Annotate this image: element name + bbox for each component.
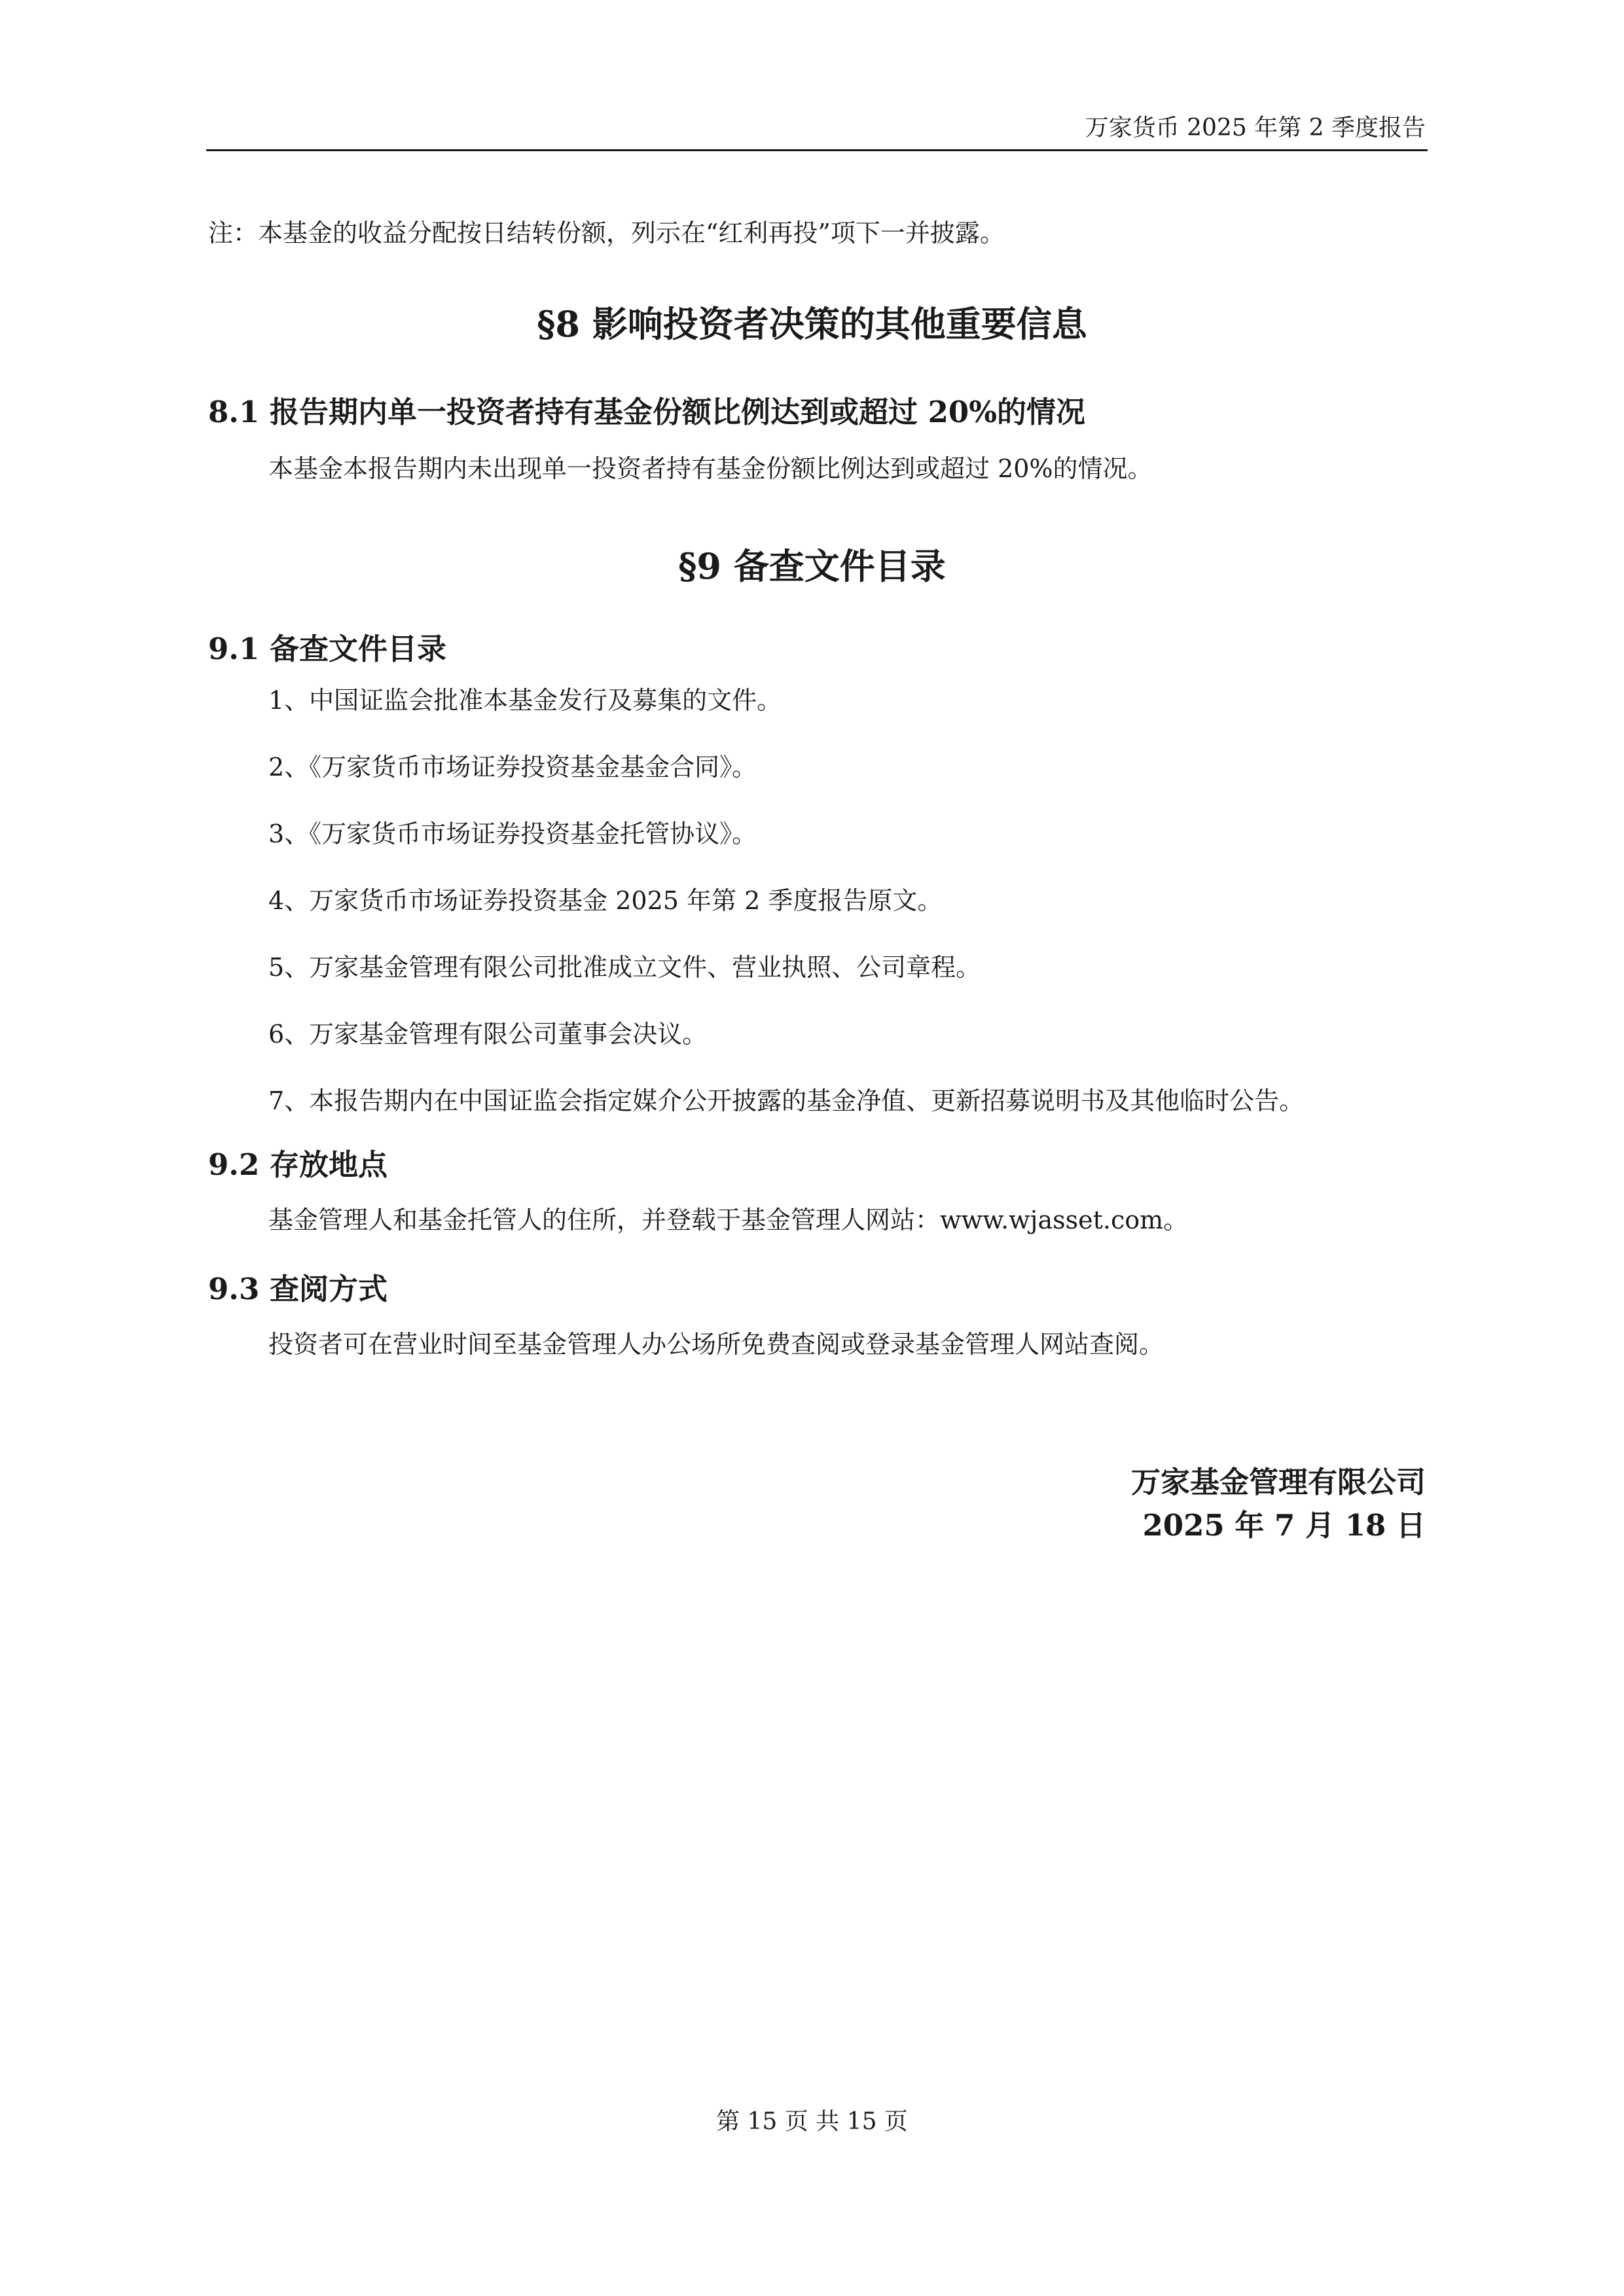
page-number: 第 15 页 共 15 页 — [716, 2108, 908, 2135]
file-list-item: 5、万家基金管理有限公司批准成立文件、营业执照、公司章程。 — [268, 953, 981, 982]
running-header: 万家货币 2025 年第 2 季度报告 — [1085, 115, 1426, 141]
section-9-3-text: 投资者可在营业时间至基金管理人办公场所免费查阅或登录基金管理人网站查阅。 — [268, 1330, 1164, 1359]
dividend-note: 注：本基金的收益分配按日结转份额，列示在“红利再投”项下一并披露。 — [208, 219, 1005, 247]
file-list-item: 3、《万家货币市场证券投资基金托管协议》。 — [268, 819, 757, 848]
section-9-2-text: 基金管理人和基金托管人的住所，并登载于基金管理人网站：www.wjasset.com。 — [268, 1206, 1189, 1234]
signature-company: 万家基金管理有限公司 — [1130, 1465, 1426, 1499]
signature-date: 2025 年 7 月 18 日 — [1142, 1508, 1426, 1543]
section-9-3-heading: 9.3 查阅方式 — [208, 1272, 388, 1306]
section-9-title: §9 备查文件目录 — [678, 545, 946, 587]
file-list-item: 2、《万家货币市场证券投资基金基金合同》。 — [268, 753, 757, 781]
section-9-2-heading: 9.2 存放地点 — [208, 1147, 388, 1182]
header-divider — [206, 149, 1428, 151]
section-8-title: §8 影响投资者决策的其他重要信息 — [537, 303, 1087, 345]
section-8-1-heading: 8.1 报告期内单一投资者持有基金份额比例达到或超过 20%的情况 — [208, 395, 1086, 429]
file-list-item: 7、本报告期内在中国证监会指定媒介公开披露的基金净值、更新招募说明书及其他临时公告。 — [268, 1086, 1305, 1115]
file-list-item: 4、万家货币市场证券投资基金 2025 年第 2 季度报告原文。 — [268, 886, 943, 915]
section-9-1-heading: 9.1 备查文件目录 — [208, 632, 446, 666]
file-list-item: 1、中国证监会批准本基金发行及募集的文件。 — [268, 686, 782, 715]
file-list-item: 6、万家基金管理有限公司董事会决议。 — [268, 1020, 708, 1049]
section-8-1-text: 本基金本报告期内未出现单一投资者持有基金份额比例达到或超过 20%的情况。 — [268, 454, 1153, 483]
